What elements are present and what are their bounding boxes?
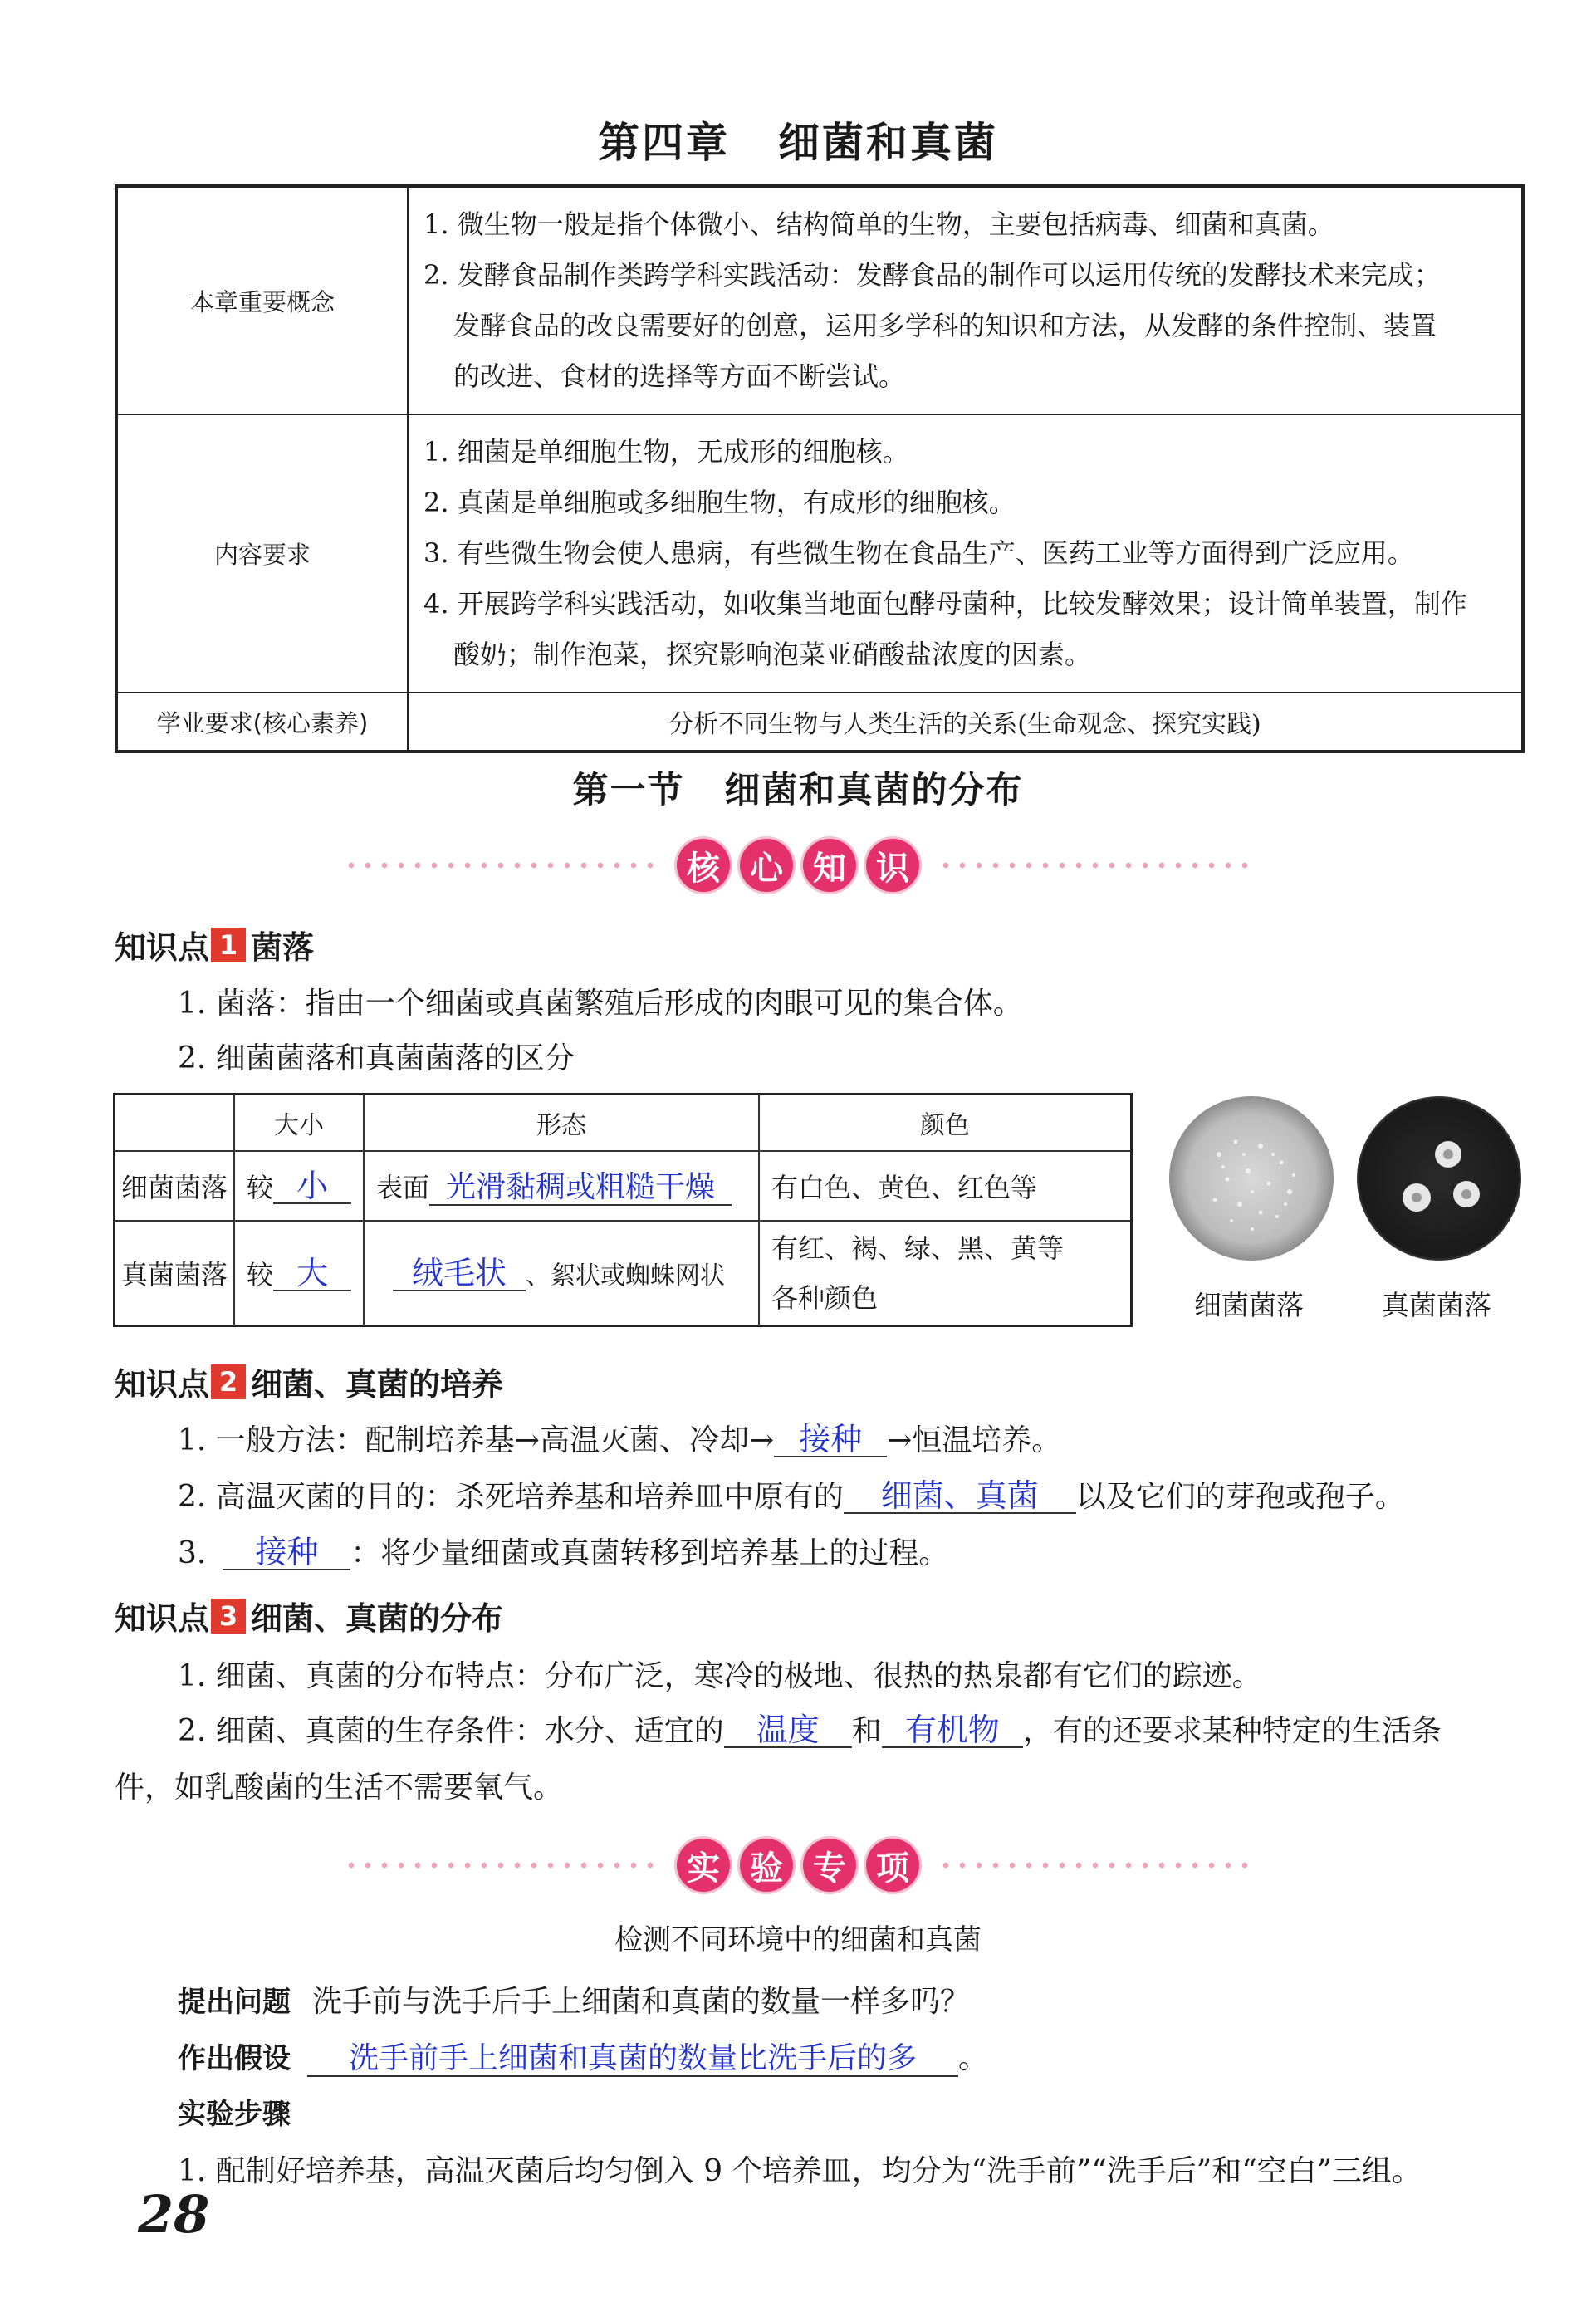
kp2-line3: 3. 接种 ：将少量细菌或真菌转移到培养基上的过程。: [178, 1534, 949, 1570]
kp3-line1: 1. 细菌、真菌的分布特点：分布广泛，寒冷的极地、很热的热泉都有它们的踪迹。: [178, 1659, 1262, 1693]
banner-char: 核: [677, 839, 730, 892]
kp2-line2: 2. 高温灭菌的目的：杀死培养基和培养皿中原有的 细菌、真菌 以及它们的芽孢或孢子。: [178, 1477, 1405, 1514]
banner-char: 项: [866, 1839, 919, 1892]
kp1-line2: 2. 细菌菌落和真菌菌落的区分: [178, 1041, 575, 1075]
kp1-heading: 知识点 1 菌落: [115, 928, 315, 966]
colony-header-size: 大小: [234, 1095, 364, 1152]
fungi-colony-dish-image: [1357, 1096, 1521, 1261]
answer-fungi-size: 大: [273, 1256, 351, 1291]
steps-label: 实验步骤: [178, 2098, 291, 2131]
content-cell: 1. 细菌是单细胞生物，无成形的细胞核。 2. 真菌是单细胞或多细胞生物，有成形的细胞核。 3. 有些微生物会使人患病，有些微生物在食品生产、医药工业等方面得到广泛应用。 4. 开展跨学科实践活动，如收集当地面包酵母菌种，比较发酵效果；设计简单装置，制作 酸奶；制作泡菜，探究影响泡菜亚硝酸盐浓度的因素。: [408, 414, 1523, 693]
step1-line: 1. 配制好培养基，高温灭菌后均匀倒入 9 个培养皿，均分为“洗手前”“洗手后”和“空白”三组。: [178, 2154, 1422, 2188]
banner-char: 实: [677, 1839, 730, 1892]
chapter-title: 第四章 细菌和真菌: [598, 119, 998, 167]
experiment-banner: [0, 1839, 1596, 1892]
colony-header-blank: [115, 1095, 235, 1152]
answer-organic-matter: 有机物: [882, 1713, 1023, 1748]
kp1-line1: 1. 菌落：指由一个细菌或真菌繁殖后形成的肉眼可见的集合体。: [178, 987, 1023, 1021]
kp3-heading: 知识点 3 细菌、真菌的分布: [115, 1599, 504, 1637]
core-cell: 分析不同生物与人类生活的关系(生命观念、探究实践): [408, 693, 1523, 752]
content-label: 内容要求: [116, 414, 408, 693]
banner-char: 识: [866, 839, 919, 892]
answer-temperature: 温度: [724, 1713, 852, 1748]
banner-dots-right: [938, 1862, 1253, 1869]
hypothesis-line: 作出假设 洗手前手上细菌和真菌的数量比洗手后的多 。: [178, 2041, 989, 2075]
answer-inoculation-2: 接种: [223, 1536, 350, 1570]
kp3-line3: 件，如乳酸菌的生活不需要氧气。: [115, 1771, 564, 1805]
colony-header-color: 颜色: [759, 1095, 1131, 1152]
banner-char: 验: [740, 1839, 793, 1892]
kp2-heading: 知识点 2 细菌、真菌的培养: [115, 1365, 504, 1403]
core-knowledge-banner: [0, 839, 1596, 892]
banner-char: 心: [740, 839, 793, 892]
answer-bacteria-form: 光滑黏稠或粗糙干燥: [429, 1171, 732, 1206]
answer-hypothesis: 洗手前手上细菌和真菌的数量比洗手后的多: [307, 2042, 958, 2077]
fungi-caption: 真菌菌落: [1382, 1289, 1491, 1321]
answer-bacteria-size: 小: [273, 1169, 351, 1204]
banner-dots-right: [938, 862, 1253, 869]
fungi-colonies-graphic: [1357, 1096, 1521, 1261]
bacteria-colony-dish-image: [1169, 1096, 1334, 1261]
page-number: 28: [138, 2184, 210, 2245]
bacteria-caption: 细菌菌落: [1194, 1289, 1304, 1321]
colony-row-fungi: 真菌菌落 较 大 绒毛状 、絮状或蜘蛛网状 有红、褐、绿、黑、黄等 各种颜色: [115, 1221, 1132, 1325]
question-line: 提出问题 洗手前与洗手后手上细菌和真菌的数量一样多吗？: [178, 1985, 971, 2019]
answer-inoculation: 接种: [774, 1423, 887, 1457]
banner-dots-left: [343, 862, 658, 869]
kp2-line1: 1. 一般方法：配制培养基→高温灭菌、冷却→ 接种 →恒温培养。: [178, 1421, 1062, 1457]
requirements-table: [115, 184, 1525, 753]
colony-row-bacteria: 细菌菌落 较 小 表面 光滑黏稠或粗糙干燥 有白色、黄色、红色等: [115, 1151, 1132, 1221]
core-label: 学业要求(核心素养): [116, 693, 408, 752]
answer-bacteria-fungi: 细菌、真菌: [844, 1479, 1076, 1514]
concepts-label: 本章重要概念: [116, 186, 408, 414]
kp3-line2: 2. 细菌、真菌的生存条件：水分、适宜的 温度 和 有机物 ，有的还要求某种特定的生活条: [178, 1712, 1442, 1748]
colony-table: [113, 1093, 1133, 1327]
section-title: 第一节 细菌和真菌的分布: [572, 770, 1024, 811]
colony-header-form: 形态: [364, 1095, 759, 1152]
bacteria-dots-graphic: [1169, 1096, 1334, 1261]
banner-char: 专: [803, 1839, 856, 1892]
experiment-title: 检测不同环境中的细菌和真菌: [614, 1923, 982, 1957]
answer-fungi-form: 绒毛状: [393, 1256, 526, 1291]
banner-dots-left: [343, 1862, 658, 1869]
banner-char: 知: [803, 839, 856, 892]
concepts-cell: 1. 微生物一般是指个体微小、结构简单的生物，主要包括病毒、细菌和真菌。 2. 发酵食品制作类跨学科实践活动：发酵食品的制作可以运用传统的发酵技术来完成； 发酵食品的改良需要好的创意，运用多学科的知识和方法，从发酵的条件控制、装置 的改进、食材的选择等方面不断尝试。: [408, 186, 1523, 414]
